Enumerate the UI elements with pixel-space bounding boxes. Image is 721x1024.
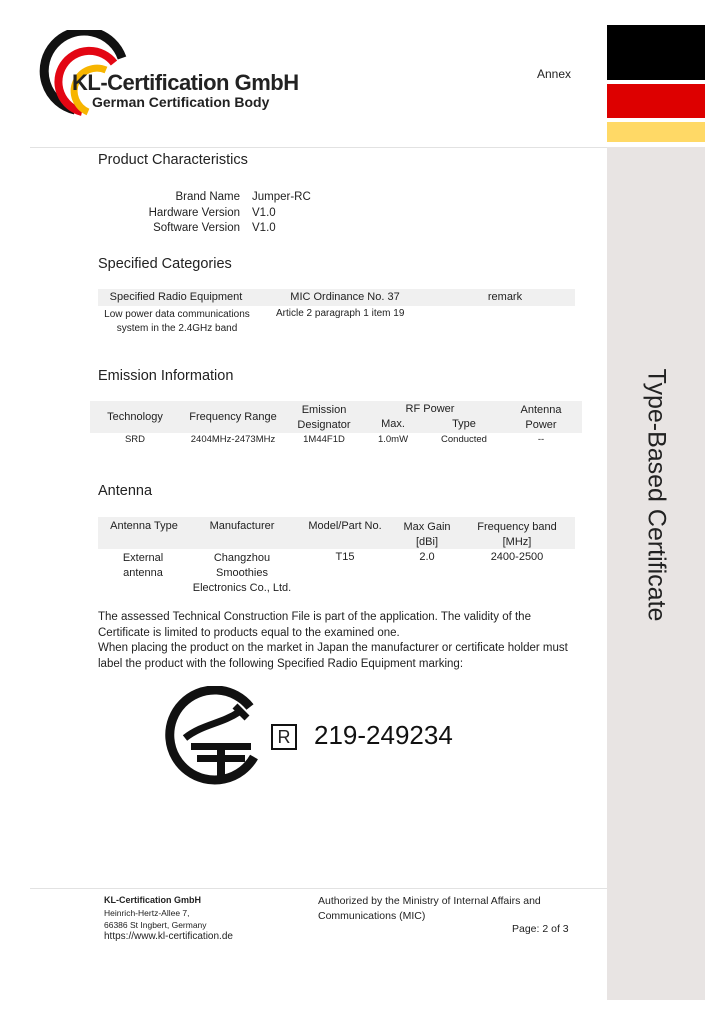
antenna-type-value: External antenna [122,552,164,579]
emission-col-frequency: Frequency Range [189,411,277,423]
brand-name-label: Brand Name [175,191,240,203]
flag-stripe-gold [607,122,705,142]
software-version-label: Software Version [153,222,240,234]
antenna-col-model: Model/Part No. [308,520,382,532]
emission-technology-value: SRD [124,434,146,445]
product-heading: Product Characteristics [98,152,248,168]
antenna-heading: Antenna [98,483,153,499]
company-logo-name: KL-Certification GmbH [72,70,299,95]
antenna-col-type: Antenna Type [110,520,178,532]
emission-col-max: Max. [381,418,405,430]
emission-col-rf-power: RF Power [405,403,455,415]
company-logo-tagline: German Certification Body [92,94,270,110]
emission-heading: Emission Information [98,368,234,384]
categories-ordinance-value: Article 2 paragraph 1 item 19 [276,308,405,319]
hardware-version-label: Hardware Version [148,207,240,219]
brand-name-value: Jumper-RC [252,191,311,203]
footer-company: KL-Certification GmbH [104,895,202,905]
antenna-col-band: Frequency band [MHz] [477,521,557,548]
hardware-version-value: V1.0 [252,207,276,219]
emission-col-type: Type [452,418,476,430]
categories-heading: Specified Categories [98,256,232,272]
emission-frequency-value: 2404MHz-2473MHz [190,434,276,445]
certificate-number: 219-249234 [314,720,453,750]
emission-col-technology: Technology [107,411,163,423]
footer-street: Heinrich-Hertz-Allee 7, [104,908,190,918]
registered-r-box: R [271,724,297,750]
categories-col-remark: remark [487,291,523,303]
categories-col-ordinance: MIC Ordinance No. 37 [290,291,400,303]
footer-divider [30,888,607,889]
antenna-model-value: T15 [335,551,355,563]
page-number: Page: 2 of 3 [512,923,569,935]
footer-website[interactable]: https://www.kl-certification.de [104,931,233,942]
annex-label: Annex [537,67,572,81]
footer-authorization: Authorized by the Ministry of Internal Affairs and Communications (MIC) [318,895,541,922]
categories-equipment-value: Low power data communications system in the 2.4GHz band [104,309,250,334]
marking-paragraph: When placing the product on the market in Japan the manufacturer or certificate holder must label the product with the following Specified Radio Equipment marking: [98,642,568,670]
flag-stripe-black [607,25,705,80]
header-divider [30,147,607,148]
antenna-col-gain: Max Gain [dBi] [403,521,451,548]
flag-stripe-red [607,84,705,118]
emission-type-value: Conducted [441,434,487,445]
giteki-mark-icon [163,686,267,790]
emission-col-designator: Emission Designator [297,404,351,431]
emission-antenna-power-value: -- [537,434,545,445]
validity-paragraph: The assessed Technical Construction File is part of the application. The validity of the Certificate is limited to products equal to the examined one. [98,611,531,639]
antenna-band-value: 2400-2500 [490,551,544,563]
categories-col-equipment: Specified Radio Equipment [109,291,243,303]
emission-col-antenna-power: Antenna Power [520,404,562,431]
antenna-col-manufacturer: Manufacturer [209,520,275,532]
antenna-manufacturer-value: Changzhou Smoothies Electronics Co., Ltd. [192,552,292,594]
emission-designator-value: 1M44F1D [303,434,345,445]
emission-max-value: 1.0mW [377,434,409,445]
sidebar-title: Type-Based Certificate [642,368,671,622]
antenna-gain-value: 2.0 [419,551,435,563]
footer-city: 66386 St Ingbert, Germany [104,920,207,930]
software-version-value: V1.0 [252,222,276,234]
